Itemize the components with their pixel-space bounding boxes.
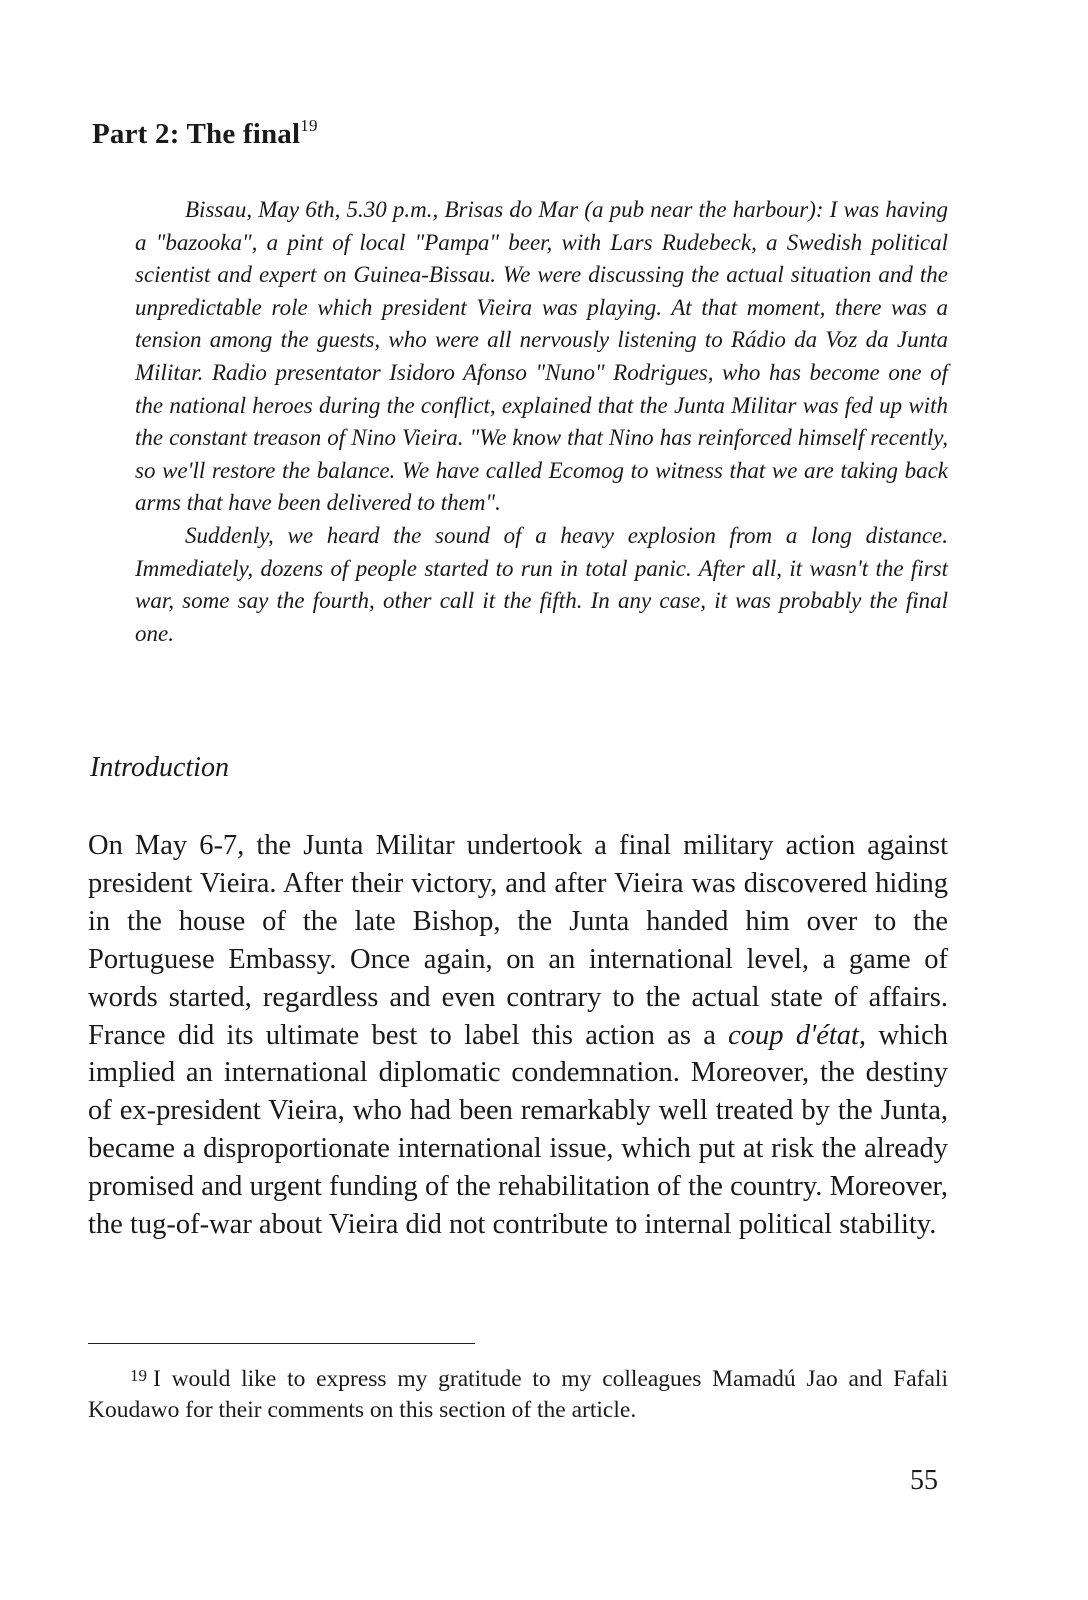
subsection-title: Introduction	[90, 752, 229, 783]
footnote-divider	[88, 1343, 475, 1344]
epigraph	[135, 194, 948, 650]
epigraph-paragraph: Suddenly, we heard the sound of a heavy explosion from a long distance. Immediately, dozens of people started to run in total panic. After all, it wasn't the first war, some say the fourth, other call it the fifth. In any case, it was probably the final one.	[135, 522, 948, 646]
section-heading	[92, 118, 318, 151]
heading-text: Part 2: The final	[92, 118, 301, 150]
body-emphasis: coup d'état,	[728, 1019, 867, 1051]
heading-footnote-ref[interactable]: 19	[300, 116, 318, 135]
footnote-text: I would like to express my gratitude to my colleagues Mamadú Jao and Fafali Koudawo for their comments on this section of the article.	[88, 1366, 948, 1423]
body-text-part: which implied an international diplomatic condemnation. Moreover, the destiny of ex-president Vieira, who had been remarkably well treated by the Junta, became a disproportionate international issue, which put at risk the already promised and urgent funding of the rehabilitation of the country. Moreover, the tug-of-war about Vieira did not contribute to internal political stability.	[88, 1019, 949, 1241]
body-text-part: On May 6-7, the Junta Militar undertook a final military action against president Vieira. After their victory, and after Vieira was discovered hiding in the house of the late Bishop, the Junta handed him over to the Portuguese Embassy. Once again, on an international level, a game of words started, regardless and even contrary to the actual state of affairs. France did its ultimate best to label this action as a	[88, 830, 948, 1051]
footnote	[88, 1364, 948, 1426]
footnote-number: 19	[130, 1366, 147, 1385]
body-paragraph	[88, 827, 948, 1244]
epigraph-paragraph: Bissau, May 6th, 5.30 p.m., Brisas do Mar (a pub near the harbour): I was having a "bazooka", a pint of local "Pampa" beer, with Lars Rudebeck, a Swedish political scientist and expert on Guinea-Bissau. We were discussing the actual situation and the unpredictable role which president Vieira was playing. At that moment, there was a tension among the guests, who were all nervously listening to Rádio da Voz da Junta Militar. Radio presentator Isidoro Afonso "Nuno" Rodrigues, who has become one of the national heroes during the conflict, explained that the Junta Militar was fed up with the constant treason of Nino Vieira. "We know that Nino has reinforced himself recently, so we'll restore the balance. We have called Ecomog to witness that we are taking back arms that have been delivered to them".	[135, 197, 948, 516]
page-number: 55	[910, 1465, 938, 1496]
